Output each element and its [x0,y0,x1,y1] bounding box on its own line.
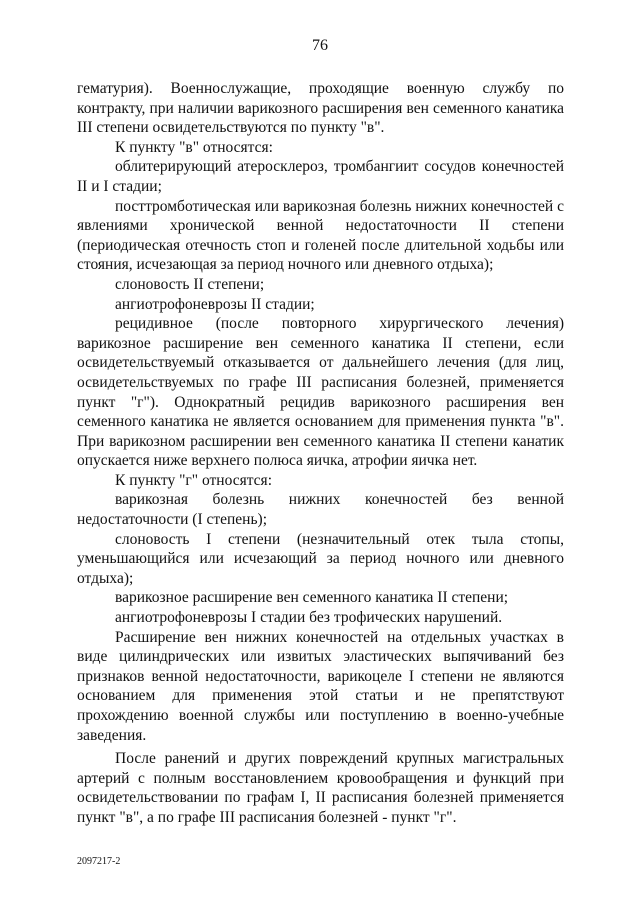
paragraph-obliterating-atherosclerosis: облитерирующий атеросклероз, тромбангиит сосудов конечностей II и I стадии; [77,158,564,195]
paragraph-point-g-heading: К пункту "г" относятся: [115,471,272,489]
body-text [77,79,564,828]
paragraph-angiotrophoneurosis-2: ангиотрофоневрозы II стадии; [115,295,315,313]
footer-code: 2097217-2 [77,856,121,867]
paragraph-recurrent-varicose: рецидивное (после повторного хирургического лечения) варикозное расширение вен семенного канатика II степени, если освидетельствуемый отказывается от дальнейшего лечения (для лиц, освидетельствуемых по графе III расписания болезней, применяется пункт "г"). Однократный рецидив варикозного расширения вен семенного канатика не является основанием для применения пункта "в". При варикозном расширении вен семенного канатика II степени канатик опускается ниже верхнего полюса яичка, атрофии яичка нет. [77,315,564,470]
paragraph-postthrombotic-disease: посттромботическая или варикозная болезнь нижних конечностей с явлениями хронической венной недостаточности II степени (периодическая отечность стоп и голеней после длительной ходьбы или стояния, исчезающая за период ночного или дневного отдыха); [77,197,564,274]
page-number: 76 [312,37,328,54]
paragraph-elephantiasis-1: слоновость I степени (незначительный отек тыла стопы, уменьшающийся или исчезающий за период ночного или дневного отдыха); [77,530,564,587]
paragraph-varicose-no-insufficiency: варикозная болезнь нижних конечностей без венной недостаточности (I степень); [77,491,564,529]
paragraph-vein-dilation-note: Расширение вен нижних конечностей на отдельных участках в виде цилиндрических или извитых эластических выпячиваний без признаков венной недостаточности, варикоцеле I степени не являются основанием для применения этой статьи и не препятствуют прохождению военной службы или поступлению в военно-учебные заведения. [77,628,564,744]
paragraph-varicose-spermatic-cord: варикозное расширение вен семенного канатика II степени; [115,589,509,607]
paragraph-artery-injuries: После ранений и других повреждений крупных магистральных артерий с полным восстановлением кровообращения и функций при освидетельствовании по графам I, II расписания болезней применяется пункт "в", а по графе III расписания болезней - пункт "г". [77,750,564,826]
paragraph-angiotrophoneurosis-1: ангиотрофоневрозы I стадии без трофических нарушений. [115,609,503,627]
paragraph-continuation: гематурия). Военнослужащие, проходящие военную службу по контракту, при наличии варикозного расширения вен семенного канатика III степени освидетельствуются по пункту "в". [77,80,564,137]
paragraph-elephantiasis-2: слоновость II степени; [115,275,265,293]
paragraph-point-v-heading: К пункту "в" относятся: [115,138,273,156]
